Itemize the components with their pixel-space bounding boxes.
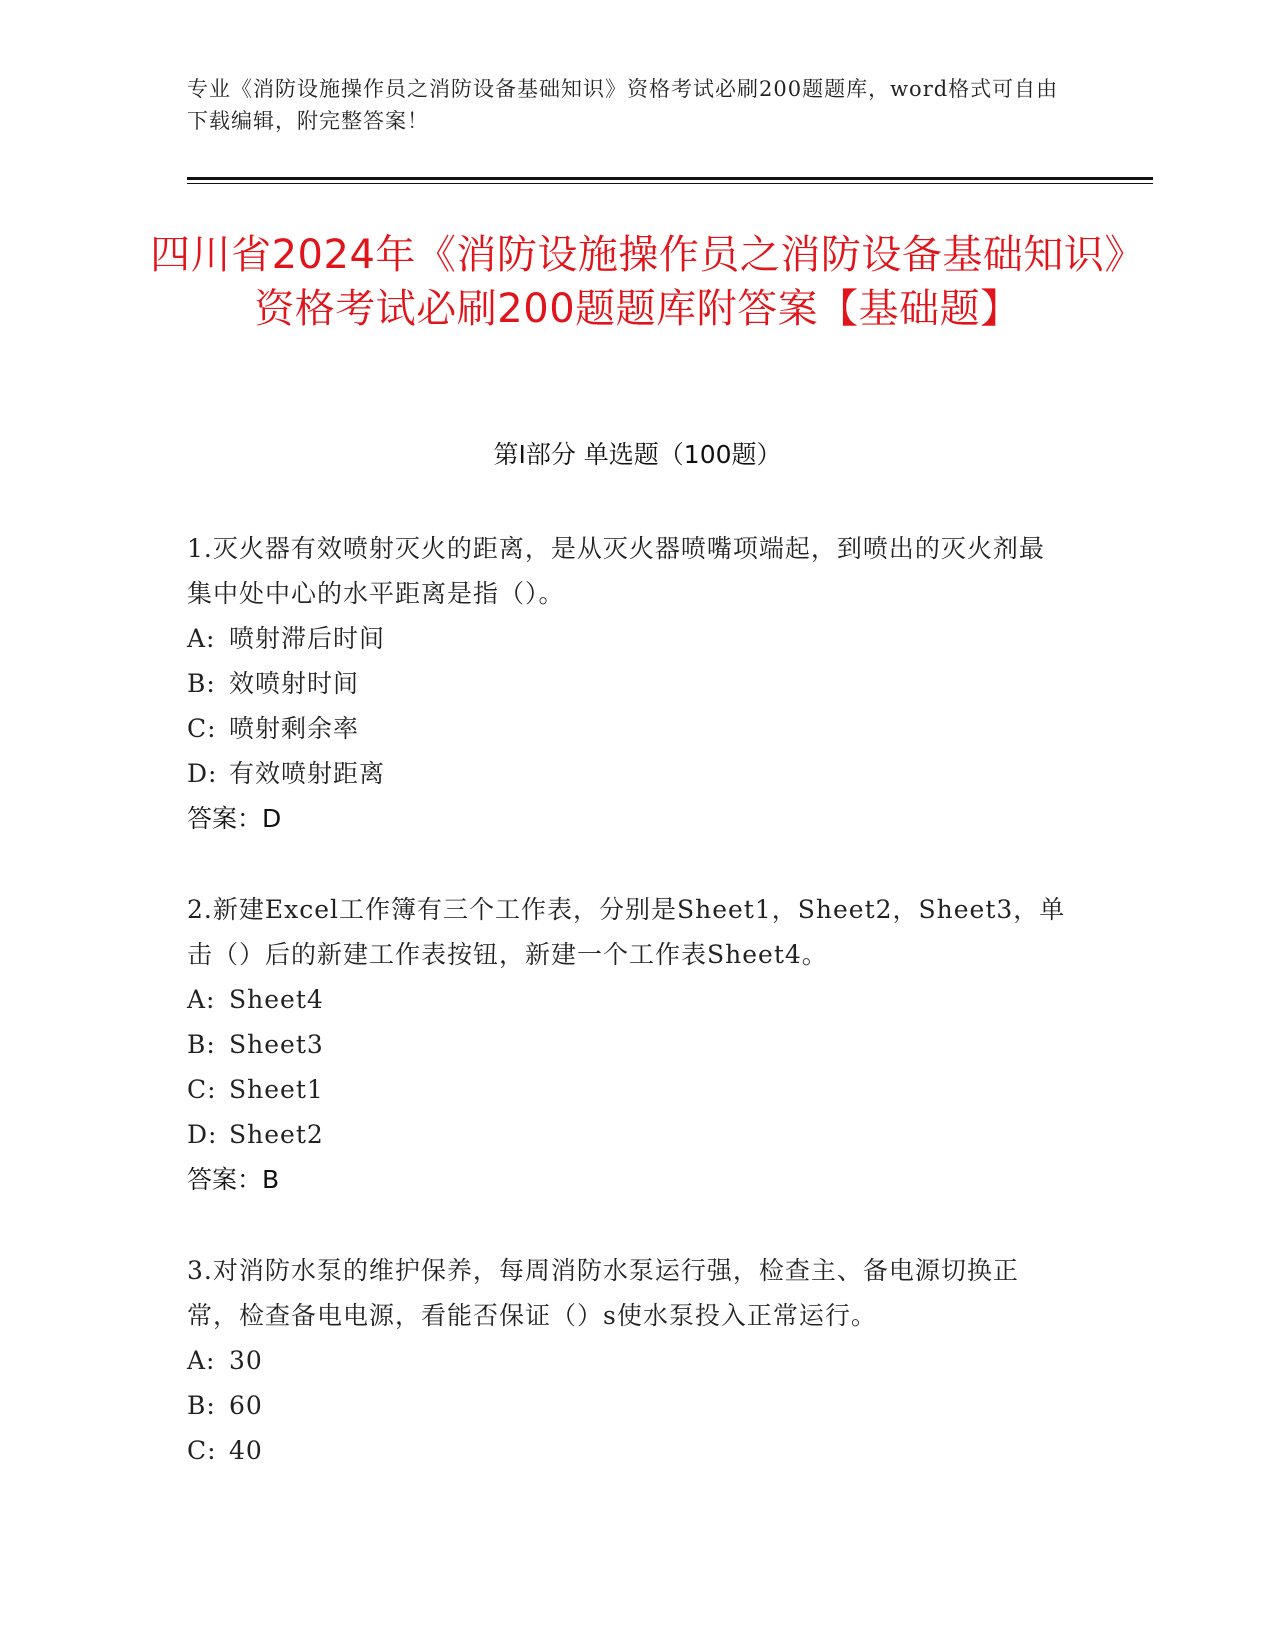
option-letter: C: <box>187 714 217 743</box>
question-item <box>187 1248 1067 1473</box>
option-text: Sheet4 <box>229 985 324 1014</box>
option-letter: A: <box>187 985 216 1014</box>
option-text: 效喷射时间 <box>229 669 360 698</box>
question-option <box>187 977 1067 1022</box>
question-option <box>187 1022 1067 1067</box>
question-option <box>187 1067 1067 1112</box>
question-option <box>187 616 1067 661</box>
option-letter: A: <box>187 1346 216 1375</box>
question-stem: 3.对消防水泵的维护保养，每周消防水泵运行强，检查主、备电源切换正常，检查备电电源，看能否保证（）s使水泵投入正常运行。 <box>187 1256 1019 1330</box>
question-option <box>187 661 1067 706</box>
header-note: 专业《消防设施操作员之消防设备基础知识》资格考试必刷200题题库，word格式可自由下载编辑，附完整答案！ <box>187 77 1059 133</box>
question-item <box>187 887 1067 1202</box>
header-rule-thick <box>187 177 1153 180</box>
option-letter: B: <box>187 1030 216 1059</box>
option-text: Sheet3 <box>229 1030 324 1059</box>
document-title: 四川省2024年《消防设施操作员之消防设备基础知识》资格考试必刷200题题库附答案【基础题】 <box>150 232 1125 332</box>
question-list <box>187 526 1067 1519</box>
question-answer: 答案：B <box>187 1165 280 1194</box>
option-text: 60 <box>229 1391 263 1420</box>
question-answer: 答案：D <box>187 804 282 833</box>
option-text: 30 <box>229 1346 263 1375</box>
option-letter: B: <box>187 1391 216 1420</box>
option-text: 喷射滞后时间 <box>229 624 386 653</box>
option-text: 喷射剩余率 <box>229 714 360 743</box>
option-text: Sheet2 <box>229 1120 324 1149</box>
option-letter: B: <box>187 669 216 698</box>
option-letter: D: <box>187 1120 218 1149</box>
question-option <box>187 706 1067 751</box>
question-option <box>187 1338 1067 1383</box>
option-text: Sheet1 <box>229 1075 324 1104</box>
option-text: 有效喷射距离 <box>229 759 386 788</box>
option-letter: C: <box>187 1075 217 1104</box>
question-option <box>187 1383 1067 1428</box>
question-stem: 1.灭火器有效喷射灭火的距离，是从灭火器喷嘴项端起，到喷出的灭火剂最集中处中心的水平距离是指（）。 <box>187 534 1045 608</box>
option-letter: A: <box>187 624 216 653</box>
question-stem: 2.新建Excel工作簿有三个工作表，分别是Sheet1，Sheet2，Sheet3，单击（）后的新建工作表按钮，新建一个工作表Sheet4。 <box>187 895 1066 969</box>
header-rule-thin <box>187 183 1153 184</box>
option-letter: D: <box>187 759 218 788</box>
question-option <box>187 1428 1067 1473</box>
section-title: 第I部分 单选题（100题） <box>493 440 782 469</box>
question-option <box>187 1112 1067 1157</box>
option-text: 40 <box>229 1436 263 1465</box>
option-letter: C: <box>187 1436 217 1465</box>
question-item <box>187 526 1067 841</box>
question-option <box>187 751 1067 796</box>
